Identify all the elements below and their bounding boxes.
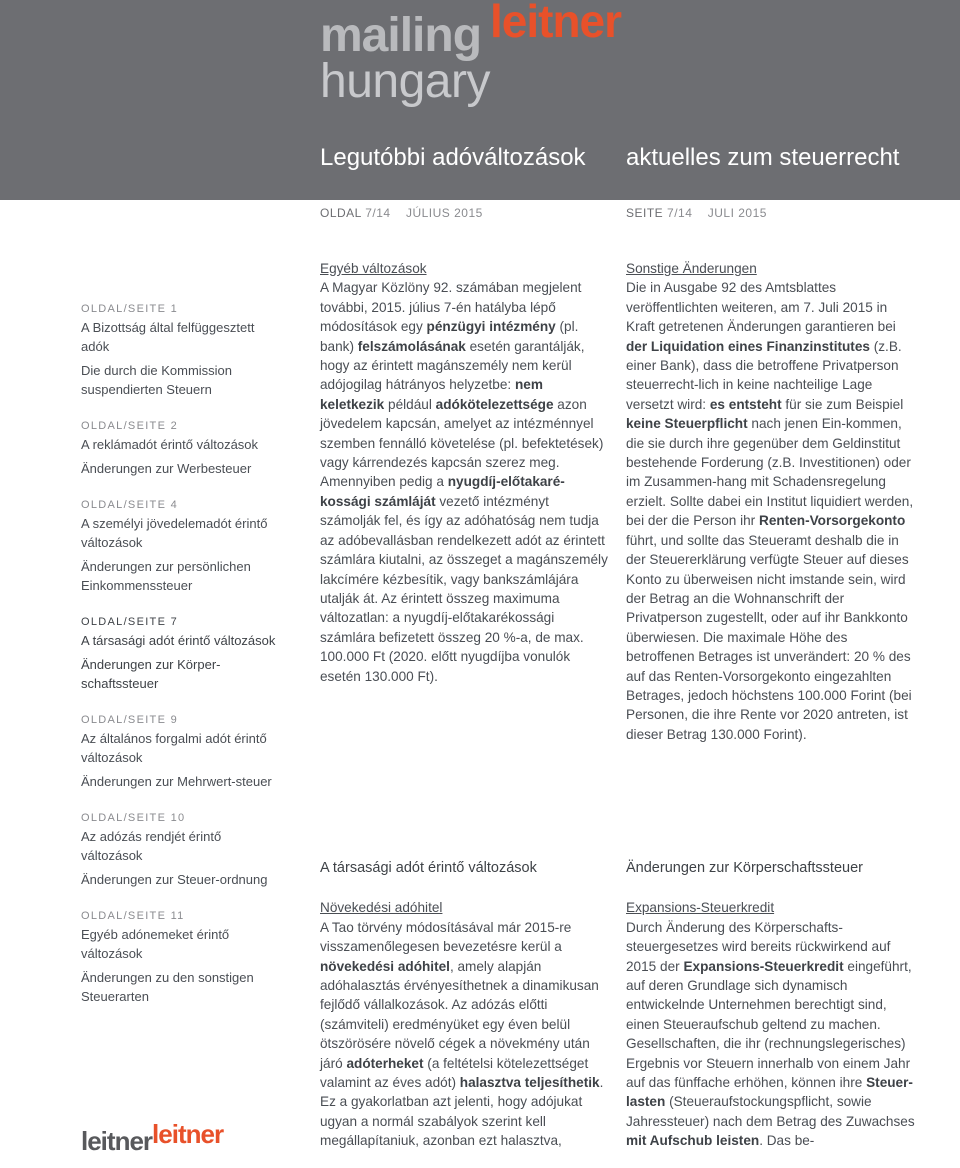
footer-logo-orange: leitner <box>152 1119 224 1149</box>
de-page-number: 7/14 <box>667 206 693 220</box>
toc-de-title: Änderungen zu den sonstigen Steuerarten <box>81 970 254 1004</box>
toc-page-label: OLDAL/SEITE 2 <box>81 420 178 432</box>
toc-de-title: Änderungen zur Werbesteuer <box>81 461 252 476</box>
toc-de-title: Die durch die Kommission suspendierten Steuern <box>81 363 233 397</box>
de-kicker: Sonstige Änderungen <box>626 261 757 276</box>
toc-item[interactable] <box>81 300 281 399</box>
table-of-contents <box>81 300 281 1024</box>
toc-page-label: OLDAL/SEITE 10 <box>81 812 186 824</box>
logo-mailing: mailing <box>320 9 482 62</box>
hu-page-info <box>320 206 483 220</box>
toc-hu-title: A reklámadót érintő változások <box>81 437 259 452</box>
toc-hu-title: Egyéb adónemeket érintő változások <box>81 927 230 961</box>
de-article-other-changes <box>626 259 916 744</box>
toc-page-label: OLDAL/SEITE 1 <box>81 303 178 315</box>
toc-hu-title: Az adózás rendjét érintő változások <box>81 829 222 863</box>
de-page-info <box>626 206 767 220</box>
toc-de-title: Änderungen zur Mehrwert-steuer <box>81 774 272 789</box>
toc-item[interactable] <box>81 496 281 595</box>
toc-de-title: Änderungen zur Steuer-ordnung <box>81 872 268 887</box>
de-kicker: Expansions-Steuerkredit <box>626 900 775 916</box>
hu-page-label: OLDAL <box>320 206 362 220</box>
toc-page-label: OLDAL/SEITE 4 <box>81 499 178 511</box>
toc-hu-title: Az általános forgalmi adót érintő változások <box>81 731 267 765</box>
header-banner <box>0 0 960 200</box>
hu-newsletter-title: Legutóbbi adóváltozások <box>320 144 586 171</box>
toc-page-label: OLDAL/SEITE 11 <box>81 910 185 922</box>
logo-hungary: hungary <box>320 55 490 108</box>
de-page-label: SEITE <box>626 206 664 220</box>
de-body-text: Durch Änderung des Körperschafts-steuergesetzes wird bereits rückwirkend auf 2015 der Expansions-Steuerkredit eingeführt, auf deren Grundlage sich dynamisch entwickelnde Unternehmen berechtigt sind, einen Steueraufschub geltend zu machen. Gesellschaften, die ihr (rechnungslegerisches) Ergebnis vor Steuern innerhalb von einem Jahr auf das fünffache erhöhen, können ihre Steuer-lasten (Steueraufstockungspflicht, sowie Jahressteuer) nach dem Betrag des Zuwachses mit Aufschub leisten. Das be- <box>626 919 915 1149</box>
de-issue-date: JULI 2015 <box>707 206 767 220</box>
de-body-text: Die in Ausgabe 92 des Amtsblattes veröffentlichten weiteren, am 7. Juli 2015 in Kraft getretenen Änderungen garantieren bei der Liquidation eines Finanzinstitutes (z.B. einer Bank), dass die betroffene Privatperson steuerrecht-lich in keine nachteilige Lage versetzt wird: es entsteht für sie zum Beispiel keine Steuerpflicht nach jenen Ein-kommen, die sie durch ihre gegenüber dem Geldinstitut bestehende Forderung (z.B. Investitionen) oder im Zusammen-hang mit Schadensregelung erzielt. Sollte dabei ein Institut liquidiert werden, bei der die Person ihr Renten-Vorsorgekonto führt, und sollte das Steueramt deshalb die in der Steuererklärung verfügte Steuer auf dieses Konto zu überweisen nicht imstande sein, wird der Betrag an die Wohnanschrift der Privatperson zugestellt, oder auf ihr Bankkonto überwiesen. Die maximale Höhe des betroffenen Betrages ist unverändert: 20 % des auf das Renten-Vorsorgekonto eingezahlten Betrages, jedoch höchstens 100.000 Forint (bei Personen, die ihre Rente vor 2020 antreten, ist dieser Betrag 130.000 Forint). <box>626 280 914 742</box>
hu-article-other-changes <box>320 259 610 686</box>
toc-hu-title: A Bizottság által felfüggesztett adók <box>81 320 255 354</box>
hu-kicker: Növekedési adóhitel <box>320 900 443 916</box>
footer-logo-dark: leitner <box>81 1126 153 1156</box>
hu-body-text: A Magyar Közlöny 92. számában megjelent további, 2015. július 7-én hatályba lépő módosítások egy pénzügyi intézmény (pl. bank) felszámolásának esetén garantálják, hogy az érintett magánszemély nem kerül adójogilag hátrányos helyzetbe: nem keletkezik például adókötelezettsége azon jövedelem kapcsán, amelyet az intézménnyel szemben fennálló követelése (pl. befektetések) vagy kárrendezés kapcsán szerez meg. Amennyiben pedig a nyugdíj-előtakaré-kossági számláját vezető intézményt számolják fel, és így az adóhatóság nem tudja az adóbevallásban rendelkezett adót az érintett számlára kiutalni, az összeget a magánszemély lakcímére kézbesítik, vagy bankszámlájára utalják át. Az érintett összeg maximuma változatlan: a nyugdíj-előtakarékossági számlára befizetett összeg 20 %-a, de max. 100.000 Ft (2020. előtt nyugdíjba vonulók esetén 130.000 Ft). <box>320 280 608 684</box>
toc-item-current[interactable] <box>81 613 281 693</box>
hu-body-text: A Tao törvény módosításával már 2015-re visszamenőlegesen bevezetésre kerül a növekedési adóhitel, amely alapján adóhalasztás érvényesíthetnek a dinamikusan fejlődő vállalkozások. Az adózás előtti (számviteli) eredményüket egy éven belül ötszörösére növelő cégek a növekmény után járó adóterheket (a feltételsi kötelezettséget valamint az éves adót) halasztva teljesíthetik. Ez a gyakorlatban azt jelenti, hogy adójukat ugyan a normál szabályok szerint kell megállapítaniuk, azonban ezt halasztva, <box>320 919 604 1149</box>
hu-article-corporate-tax <box>320 859 610 1151</box>
de-article-corporate-tax <box>626 859 916 1151</box>
toc-de-title: Änderungen zur Körper-schaftssteuer <box>81 657 221 691</box>
hu-section-title: A társasági adót érintő változások <box>320 860 537 876</box>
logo-leitner: leitner <box>490 0 622 47</box>
hu-page-number: 7/14 <box>365 206 391 220</box>
footer-logo <box>81 1119 224 1157</box>
toc-hu-title: A társasági adót érintő változások <box>81 633 276 648</box>
toc-page-label: OLDAL/SEITE 7 <box>81 616 178 628</box>
toc-item[interactable] <box>81 907 281 1006</box>
hu-kicker: Egyéb változások <box>320 261 427 276</box>
toc-de-title: Änderungen zur persönlichen Einkommenssteuer <box>81 559 251 593</box>
toc-item[interactable] <box>81 711 281 791</box>
toc-hu-title: A személyi jövedelemadót érintő változások <box>81 516 268 550</box>
de-section-title: Änderungen zur Körperschaftssteuer <box>626 860 863 876</box>
hu-issue-date: JÚLIUS 2015 <box>405 206 483 220</box>
toc-item[interactable] <box>81 417 281 478</box>
de-newsletter-title: aktuelles zum steuerrecht <box>626 144 900 171</box>
toc-page-label: OLDAL/SEITE 9 <box>81 714 178 726</box>
toc-item[interactable] <box>81 809 281 889</box>
